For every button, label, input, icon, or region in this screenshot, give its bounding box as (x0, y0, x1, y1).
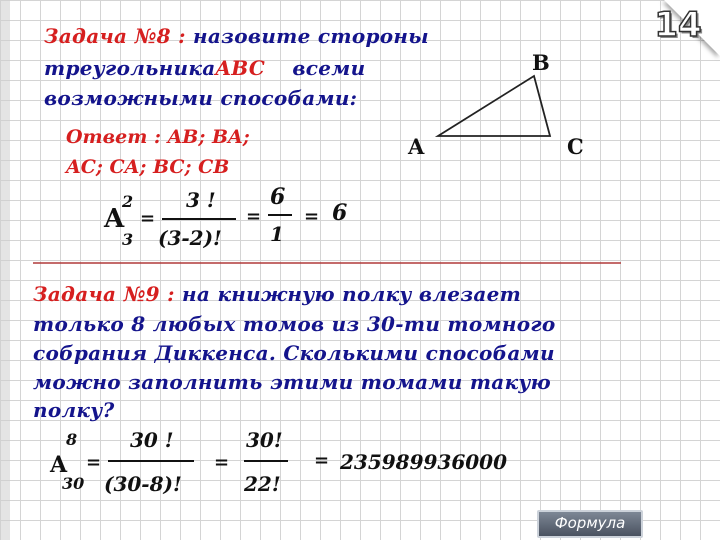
task8-number: №8 : (134, 24, 186, 48)
task8-line3: возможными способами: (44, 86, 358, 110)
formula2-num1: 30 ! (130, 428, 174, 452)
task9-line1-text: на книжную полку влезает (182, 282, 522, 306)
task9-line4: можно заполнить этими томами такую (33, 370, 551, 394)
formula2-sub: 30 (62, 474, 85, 493)
formula1-eq3: = (304, 206, 320, 227)
task8-line1 (44, 24, 429, 49)
vertex-c-label: C (567, 134, 584, 159)
task8-line2 (44, 56, 365, 81)
triangle-shape (438, 76, 550, 136)
formula1-sup: 2 (122, 192, 134, 211)
task8-label: Задача (44, 24, 128, 48)
formula1-eq: = (140, 208, 156, 229)
formula1-sub: 3 (122, 230, 134, 249)
task8-line1-text: назовите стороны (193, 24, 429, 48)
task9-line2: только 8 любых томов из 30-ти томного (33, 312, 556, 336)
task8-abc: ABC (215, 56, 266, 80)
formula2-sup: 8 (66, 430, 78, 449)
answer-line1: Ответ : AB; BA; (66, 126, 250, 148)
formula2-result: 235989936000 (340, 450, 507, 474)
vertex-b-label: B (532, 50, 550, 75)
formula2-eq: = (86, 452, 102, 473)
formula-button[interactable]: Формула (537, 510, 643, 538)
task9-label: Задача (33, 282, 117, 306)
formula2-eq3: = (314, 450, 330, 471)
formula2-a: A (50, 452, 68, 478)
formula1-num1: 3 ! (186, 188, 216, 212)
formula1-den1: (3-2)! (158, 226, 222, 250)
formula1-a: A (104, 204, 125, 234)
vertex-a-label: A (408, 134, 425, 159)
formula1-num2: 6 (270, 184, 286, 210)
task8-line2-post: всеми (292, 56, 366, 80)
triangle-diagram (400, 60, 620, 160)
formula1-fraction-bar1 (162, 218, 236, 220)
formula2-eq2: = (214, 452, 230, 473)
task9-line1 (33, 282, 521, 307)
formula1-fraction-bar2 (268, 214, 292, 216)
task9-line3: собрания Диккенса. Сколькими способами (33, 341, 555, 365)
task9-line5: полку? (33, 398, 115, 422)
formula1-eq2: = (246, 206, 262, 227)
page-number: 14 (654, 5, 702, 45)
formula2-fraction-bar2 (244, 460, 288, 462)
formula2-den2: 22! (244, 472, 281, 496)
task8-line2-pre: треугольника (44, 56, 216, 80)
formula2-num2: 30! (246, 428, 283, 452)
answer-line2: AC; CA; BC; CB (66, 156, 230, 178)
task9-number: №9 : (123, 282, 175, 306)
formula1-den2: 1 (270, 222, 284, 246)
formula1-result: 6 (332, 200, 348, 226)
formula2-den1: (30-8)! (104, 472, 182, 496)
section-divider (33, 262, 621, 264)
formula2-fraction-bar1 (108, 460, 194, 462)
